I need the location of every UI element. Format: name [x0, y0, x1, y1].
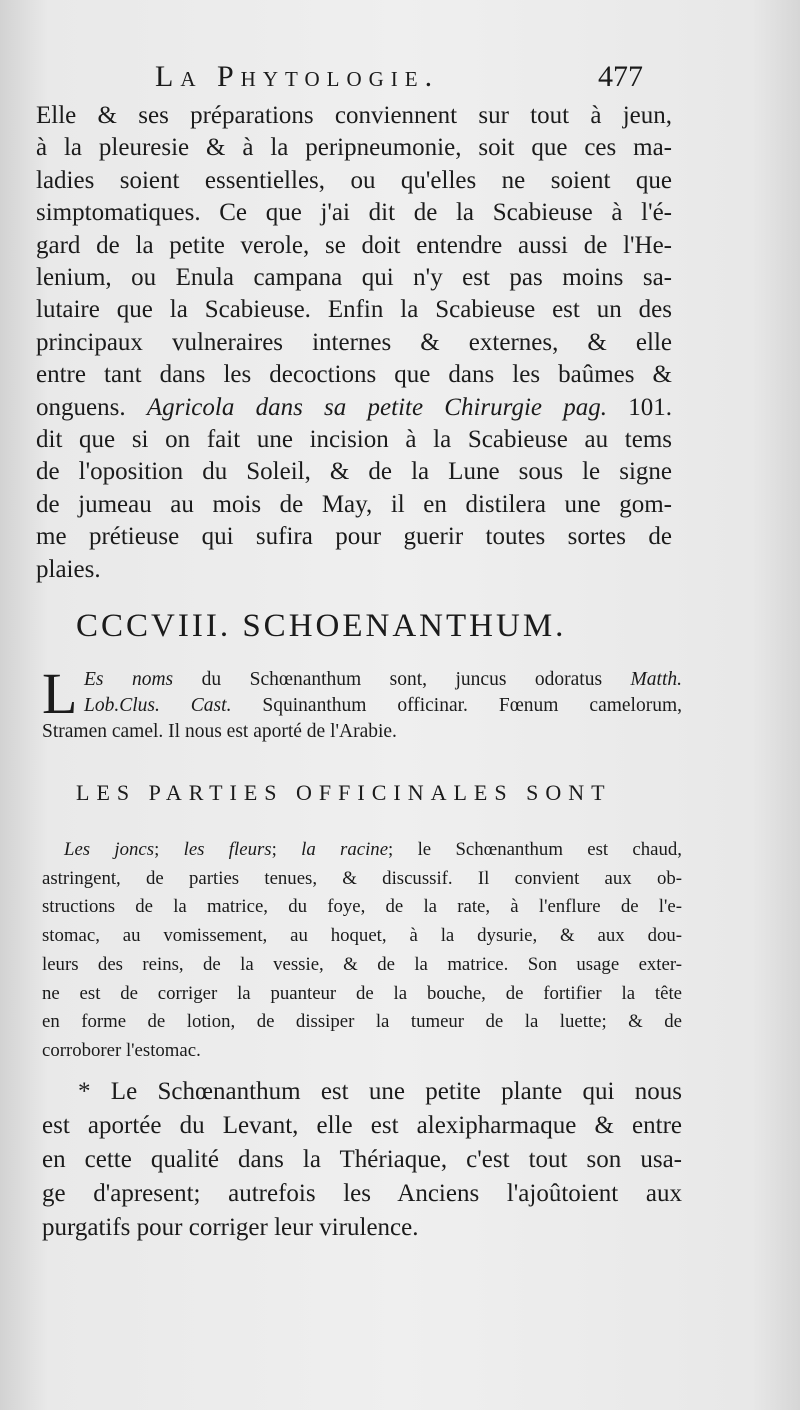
footnote-paragraph — [42, 1075, 682, 1245]
text-line: structions de la matrice, du foye, de la rate, à l'enflure de l'e- — [42, 896, 682, 918]
text-italic: les fleurs — [183, 839, 272, 860]
text-line: de jumeau au mois de May, il en distilera une gom- — [36, 490, 672, 518]
text-line: ne est de corriger la puanteur de la bouche, de fortifier la tête — [42, 982, 682, 1004]
text-line: corroborer l'estomac. — [42, 1039, 201, 1061]
text-line: de l'oposition du Soleil, & de la Lune sous le signe — [36, 458, 672, 486]
text-line: Stramen camel. Il nous est aporté de l'Arabie. — [42, 721, 397, 742]
running-title: La Phytologie. — [155, 60, 440, 93]
text-segment: du Schœnanthum sont, juncus odoratus — [173, 669, 631, 690]
text-line: dit que si on fait une incision à la Scabieuse au tems — [36, 426, 672, 454]
text-line: gard de la petite verole, se doit entendre aussi de l'He- — [36, 231, 672, 259]
text-line: me prétieuse qui sufira pour guerir toutes sortes de — [36, 523, 672, 551]
text-line-citation — [36, 392, 672, 424]
text-line: astringent, de parties tenues, & discussif. Il convient aux ob- — [42, 867, 682, 889]
author-italic: Lob.Clus. Cast. — [84, 695, 232, 716]
parts-heading: LES PARTIES OFFICINALES SONT — [76, 780, 612, 805]
body-paragraph — [36, 100, 672, 586]
text-line: entre tant dans les decoctions que dans les baûmes & — [36, 361, 672, 389]
text-segment: 101. — [607, 393, 672, 421]
text-line — [42, 693, 682, 719]
text-line: plaies. — [36, 555, 101, 583]
text-italic: la racine — [301, 839, 389, 860]
text-line: en forme de lotion, de dissiper la tumeur de la luette; & de — [42, 1011, 682, 1033]
text-segment: onguens. — [36, 393, 147, 421]
text-line: principaux vulneraires internes & externes, & elle — [36, 328, 672, 356]
text-line: * Le Schœnanthum est une petite plante qui nous — [78, 1078, 682, 1105]
text-line: lutaire que la Scabieuse. Enfin la Scabieuse est un des — [36, 296, 672, 324]
names-text — [42, 661, 682, 745]
text-segment: ; le Schœnanthum est chaud, — [388, 839, 682, 860]
text-line: Elle & ses préparations conviennent sur tout à jeun, — [36, 102, 672, 129]
text-italic: Les joncs — [64, 839, 155, 860]
text-line: est aportée du Levant, elle est alexipharmaque & entre — [42, 1112, 682, 1139]
text-line: ge d'apresent; autrefois les Anciens l'ajoûtoient aux — [42, 1180, 682, 1207]
text-line: à la pleuresie & à la peripneumonie, soit que ces ma- — [36, 134, 672, 162]
names-paragraph — [42, 661, 682, 745]
text-line — [42, 667, 682, 693]
section-heading: CCCVIII. SCHOENANTHUM. — [76, 608, 567, 644]
page-number: 477 — [598, 60, 643, 93]
text-line — [42, 836, 682, 865]
text-italic: Es noms — [84, 669, 174, 690]
text-line: purgatifs pour corriger leur virulence. — [42, 1214, 419, 1241]
drop-cap: L — [42, 661, 78, 726]
text-line: simptomatiques. Ce que j'ai dit de la Scabieuse à l'é- — [36, 199, 672, 227]
text-segment: ; — [271, 839, 302, 860]
citation-italic: Agricola dans sa petite Chirurgie pag. — [146, 393, 607, 421]
text-segment: Squinanthum officinar. Fœnum camelorum, — [231, 695, 682, 716]
author-italic: Matth. — [630, 669, 682, 690]
text-line: en cette qualité dans la Thériaque, c'est tout son usa- — [42, 1146, 682, 1173]
text-line: ladies soient essentielles, ou qu'elles ne soient que — [36, 166, 672, 194]
text-line: lenium, ou Enula campana qui n'y est pas moins sa- — [36, 264, 672, 292]
text-line: leurs des reins, de la vessie, & de la matrice. Son usage exter- — [42, 953, 682, 975]
text-line: stomac, au vomissement, au hoquet, à la dysurie, & aux dou- — [42, 925, 682, 947]
text-segment: ; — [154, 839, 184, 860]
parts-paragraph — [42, 836, 682, 1066]
